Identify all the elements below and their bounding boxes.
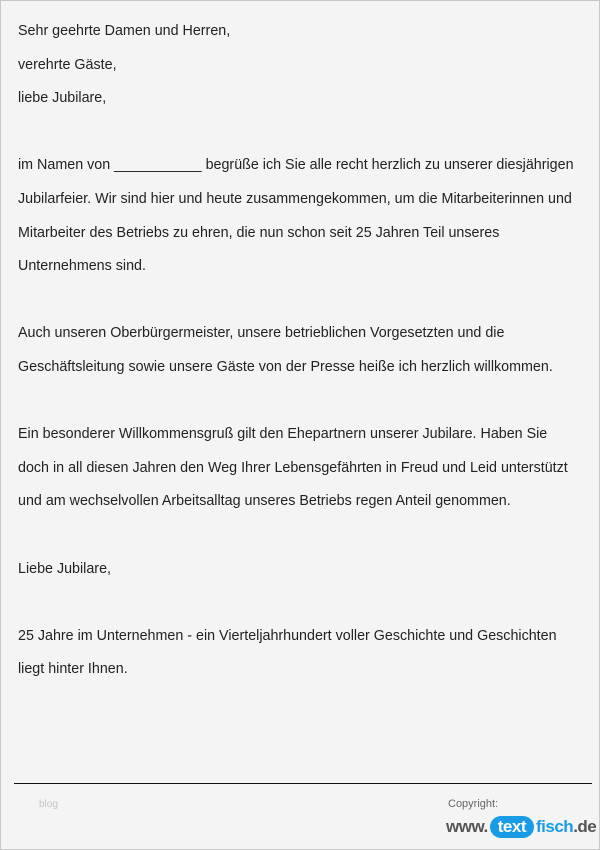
letter-line: verehrte Gäste, — [18, 56, 117, 73]
letter-line: Auch unseren Oberbürgermeister, unsere betrieblichen Vorgesetzten und die — [18, 325, 505, 342]
footer-divider — [14, 783, 592, 784]
letter-line: liegt hinter Ihnen. — [18, 661, 128, 678]
logo-fisch: fisch — [536, 817, 574, 836]
letter-line: 25 Jahre im Unternehmen - ein Vierteljahrhundert voller Geschichte und Geschichten — [18, 627, 557, 644]
letter-body — [18, 15, 593, 687]
textfisch-logo[interactable] — [446, 813, 596, 841]
fish-logo-icon: text — [490, 816, 534, 838]
logo-www: www. — [446, 817, 488, 836]
copyright-label: Copyright: — [448, 798, 499, 810]
blog-link[interactable]: blog — [39, 799, 58, 810]
blank-line — [18, 519, 593, 553]
letter-line: Liebe Jubilare, — [18, 560, 111, 577]
letter-line: im Namen von ___________ begrüße ich Sie alle recht herzlich zu unserer diesjährigen — [18, 157, 574, 174]
letter-line: liebe Jubilare, — [18, 90, 107, 107]
letter-line: und am wechselvollen Arbeitsalltag unseres Betriebs regen Anteil genommen. — [18, 493, 511, 510]
letter-line: Unternehmens sind. — [18, 258, 146, 275]
letter-line: Mitarbeiter des Betriebs zu ehren, die nun schon seit 25 Jahren Teil unseres — [18, 224, 500, 241]
letter-line: Geschäftsleitung sowie unsere Gäste von der Presse heiße ich herzlich willkommen. — [18, 358, 553, 375]
blank-line — [18, 586, 593, 620]
blank-line — [18, 284, 593, 318]
letter-line: Sehr geehrte Damen und Herren, — [18, 23, 231, 39]
logo-de: .de — [573, 817, 597, 836]
blank-line — [18, 116, 593, 150]
letter-line: Jubilarfeier. Wir sind hier und heute zusammengekommen, um die Mitarbeiterinnen und — [18, 190, 572, 207]
blank-line — [18, 385, 593, 419]
letter-line: Ein besonderer Willkommensgruß gilt den Ehepartnern unserer Jubilare. Haben Sie — [18, 426, 548, 443]
letter-line: doch in all diesen Jahren den Weg Ihrer Lebensgefährten in Freud und Leid unterstützt — [18, 459, 568, 476]
